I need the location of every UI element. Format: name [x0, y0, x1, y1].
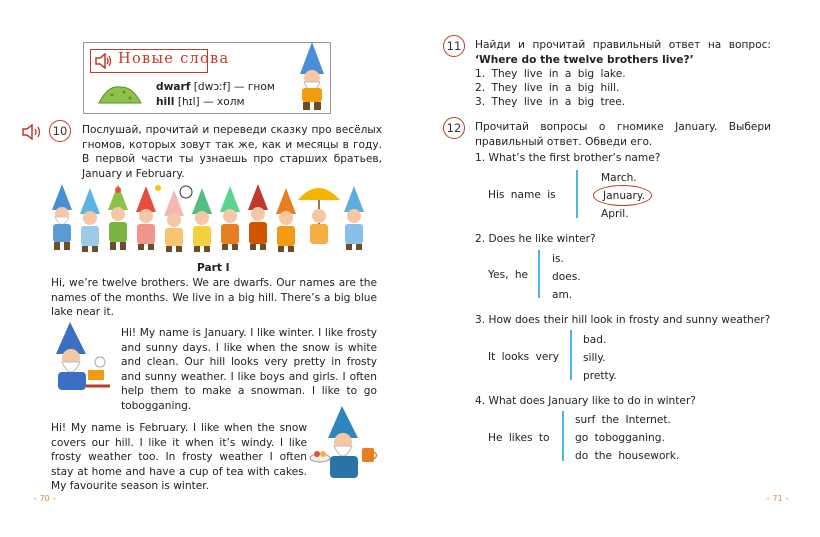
question-4: 4. What does January like to do in winter? — [475, 395, 696, 407]
question-1: 1. What’s the first brother’s name? — [475, 152, 661, 164]
q3-answer-3[interactable]: pretty. — [583, 370, 617, 382]
transcription-1: [dwɔːf] — [193, 81, 231, 93]
question-4-stem: He likes to — [488, 432, 550, 444]
answer-divider — [538, 250, 540, 298]
q1-answer-3[interactable]: April. — [601, 208, 629, 220]
answer-divider — [576, 170, 578, 218]
new-word-row-2 — [156, 95, 245, 110]
q2-answer-2[interactable]: does. — [552, 271, 581, 283]
q3-answer-2[interactable]: silly. — [583, 352, 606, 364]
exercise-11-option-2[interactable]: 2. They live in a big hill. — [475, 82, 620, 94]
twelve-gnomes-illustration — [48, 182, 380, 252]
speaker-icon[interactable] — [94, 53, 114, 69]
exercise-number-10: 10 — [49, 120, 71, 142]
hill-icon — [98, 83, 142, 105]
q2-answer-1[interactable]: is. — [552, 253, 564, 265]
part-title: Part I — [197, 262, 230, 274]
word-1: dwarf — [156, 81, 191, 93]
story-paragraph-1: Hi, we’re twelve brothers. We are dwarfs. Our names are the names of the months. We live in a big hill. There’s a big blue lake near it. — [51, 277, 377, 319]
exercise-12-instruction: Прочитай вопросы о гномике January. Выбери правильный ответ. Обведи его. — [475, 121, 771, 148]
answer-divider — [570, 330, 572, 380]
translation-1: — гном — [233, 81, 275, 93]
exercise-number-11: 11 — [443, 35, 465, 57]
question-2-stem: Yes, he — [488, 269, 529, 281]
q1-answer-1[interactable]: March. — [601, 172, 637, 184]
story-paragraph-2: Hi! My name is January. I like winter. I like frosty and sunny days. I like when the snow is white and clean. Our hill looks very pretty in frosty and sunny weather. I like boys and girls. I often help them to make a snowman. I like to go tobogganing. — [121, 327, 377, 412]
new-word-row-1 — [156, 80, 275, 95]
story-paragraph-3: Hi! My name is February. I like when the snow covers our hill. I like it when it’s windy. I like frosty weather too. In frosty weather I often stay at home and have a cup of tea with cakes. My favourite season is winter. — [51, 422, 307, 493]
word-2: hill — [156, 96, 175, 108]
question-1-stem: His name is — [488, 189, 556, 201]
question-2: 2. Does he like winter? — [475, 233, 596, 245]
exercise-number-12: 12 — [443, 117, 465, 139]
new-words-title: Новые слова — [118, 51, 230, 67]
q1-answer-2[interactable]: January. — [603, 190, 646, 202]
february-gnome-illustration — [308, 404, 380, 484]
exercise-11-option-1[interactable]: 1. They live in a big lake. — [475, 68, 626, 80]
q3-answer-1[interactable]: bad. — [583, 334, 607, 346]
question-3: 3. How does their hill look in frosty and sunny weather? — [475, 314, 771, 326]
exercise-11-question: ‘Where do the twelve brothers live?’ — [475, 53, 694, 66]
q4-answer-1[interactable]: surf the Internet. — [575, 414, 671, 426]
q2-answer-3[interactable]: am. — [552, 289, 573, 301]
answer-divider — [562, 411, 564, 461]
january-gnome-illustration — [52, 320, 114, 396]
exercise-11-prompt: Найди и прочитай правильный ответ на вопрос: — [475, 39, 771, 51]
gnome-illustration — [290, 40, 334, 112]
speaker-icon[interactable] — [22, 124, 48, 140]
page-number-left: – 70 – — [33, 494, 57, 503]
exercise-11-instruction — [475, 38, 771, 67]
transcription-2: [hɪl] — [177, 96, 200, 108]
q4-answer-2[interactable]: go tobogganing. — [575, 432, 665, 444]
exercise-10-instruction: Послушай, прочитай и переведи сказку про весёлых гномов, которых зовут так же, как и месяцы в году. В первой части ты узнаешь про старших братьев, January и February. — [82, 124, 382, 180]
q4-answer-3[interactable]: do the housework. — [575, 450, 680, 462]
exercise-11-option-3[interactable]: 3. They live in a big tree. — [475, 96, 626, 108]
page-number-right: – 71 – — [766, 494, 790, 503]
translation-2: — холм — [203, 96, 245, 108]
question-3-stem: It looks very — [488, 351, 559, 363]
